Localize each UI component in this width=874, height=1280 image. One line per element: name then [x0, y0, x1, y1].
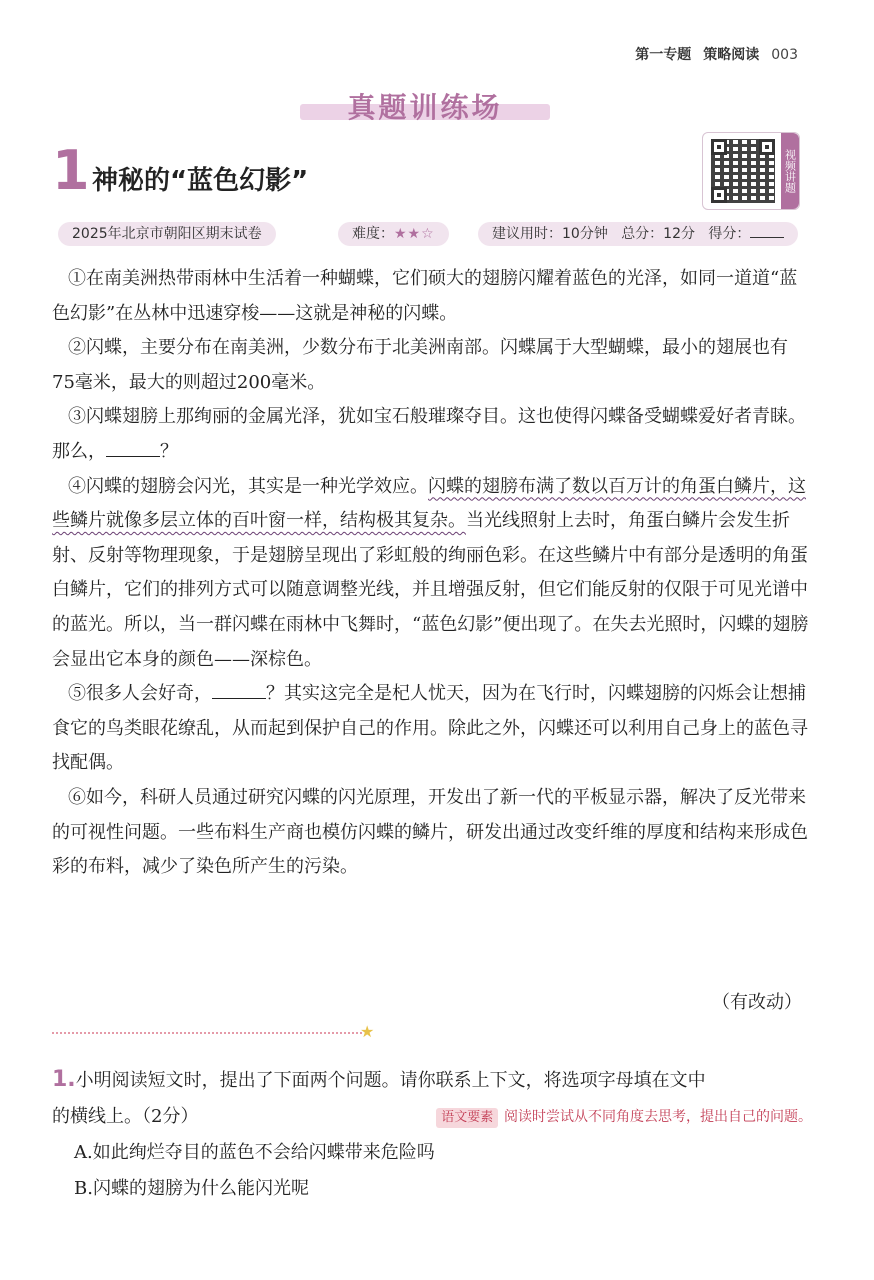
paragraph-2: ②闪蝶，主要分布在南美洲，少数分布于北美洲南部。闪蝶属于大型蝴蝶，最小的翅展也有75毫米，最大的则超过200毫米。	[52, 337, 788, 393]
answer-blank-1[interactable]	[106, 438, 160, 457]
exam-source: 2025年北京市朝阳区期末试卷	[58, 222, 276, 246]
qr-label: 视频讲题	[781, 133, 799, 209]
question-number: 1.	[52, 1067, 76, 1092]
question-stem-line-2: 的横线上。（2分） 语文要素 阅读时尝试从不同角度去思考，提出自己的问题。	[52, 1106, 812, 1127]
lesson-title: 神秘的“蓝色幻影”	[92, 166, 309, 196]
paragraph-3: ③闪蝶翅膀上那绚丽的金属光泽，犹如宝石般璀璨夺目。这也使得闪蝶备受蝴蝶爱好者青睐。那么， ？	[52, 406, 806, 462]
time-score-info	[478, 222, 798, 246]
running-head	[635, 44, 798, 64]
lesson-number: 1	[52, 139, 90, 202]
exam-info-row	[58, 222, 788, 246]
score-blank[interactable]	[750, 223, 784, 238]
running-head-part: 第一专题	[635, 47, 692, 63]
qr-code-icon	[711, 139, 775, 203]
option-b: B.闪蝶的翅膀为什么能闪光呢	[74, 1178, 309, 1199]
video-qr-code[interactable]	[702, 132, 800, 210]
section-banner	[300, 86, 550, 122]
adaptation-note: （有改动）	[712, 992, 802, 1013]
paragraph-4: ④闪蝶的翅膀会闪光，其实是一种光学效应。闪蝶的翅膀布满了数以百万计的角蛋白鳞片，这些鳞片就像多层立体的百叶窗一样，结构极其复杂。当光线照射上去时，角蛋白鳞片会发生折射、反射等物理现象，于是翅膀呈现出了彩虹般的绚丽色彩。在这些鳞片中有部分是透明的角蛋白鳞片，它们的排列方式可以随意调整光线，并且增强反射，但它们能反射的仅限于可见光谱中的蓝光。所以，当一群闪蝶在雨林中飞舞时，“蓝色幻影”便出现了。在失去光照时，闪蝶的翅膀会显出它本身的颜色——深棕色。	[52, 475, 809, 670]
option-a: A.如此绚烂夺目的蓝色不会给闪蝶带来危险吗	[74, 1142, 435, 1163]
total-score: 总分：12分	[621, 226, 696, 242]
tip-text: 阅读时尝试从不同角度去思考，提出自己的问题。	[504, 1109, 812, 1125]
paragraph-1: ①在南美洲热带雨林中生活着一种蝴蝶，它们硕大的翅膀闪耀着蓝色的光泽，如同一道道“蓝色幻影”在丛林中迅速穿梭——这就是神秘的闪蝶。	[52, 268, 798, 324]
answer-blank-2[interactable]	[212, 680, 266, 699]
paragraph-6: ⑥如今，科研人员通过研究闪蝶的闪光原理，开发出了新一代的平板显示器，解决了反光带来的可视性问题。一些布料生产商也模仿闪蝶的鳞片，研发出通过改变纤维的厚度和结构来形成色彩的布料，减少了染色所产生的污染。	[52, 786, 808, 878]
page-number: 003	[771, 47, 798, 63]
banner-title: 真题训练场	[347, 91, 503, 124]
dotted-divider	[52, 1032, 362, 1034]
running-head-section: 策略阅读	[703, 47, 760, 63]
language-element-tip	[436, 1105, 812, 1128]
wavy-underlined-sentence: 闪蝶的翅膀布满了数以百万计的角蛋白鳞片，这些鳞片就像多层立体的百叶窗一样，结构极其复杂。	[52, 475, 806, 532]
reading-passage	[52, 262, 810, 885]
language-element-tag: 语文要素	[436, 1108, 498, 1128]
difficulty-label: 难度：	[352, 226, 394, 242]
difficulty	[338, 222, 449, 246]
question-stem-line-1: 1.小明阅读短文时，提出了下面两个问题。请你联系上下文，将选项字母填在文中	[52, 1067, 706, 1092]
star-icon: ★	[360, 1022, 375, 1041]
score-label: 得分：	[708, 226, 751, 242]
suggested-time: 建议用时：10分钟	[492, 226, 608, 242]
difficulty-stars-icon: ★★☆	[394, 226, 435, 242]
question-1	[52, 1062, 812, 1207]
paragraph-5: ⑤很多人会好奇， ？其实这完全是杞人忧天，因为在飞行时，闪蝶翅膀的闪烁会让想捕食它的鸟类眼花缭乱，从而起到保护自己的作用。除此之外，闪蝶还可以利用自己身上的蓝色寻找配偶。	[52, 677, 810, 781]
